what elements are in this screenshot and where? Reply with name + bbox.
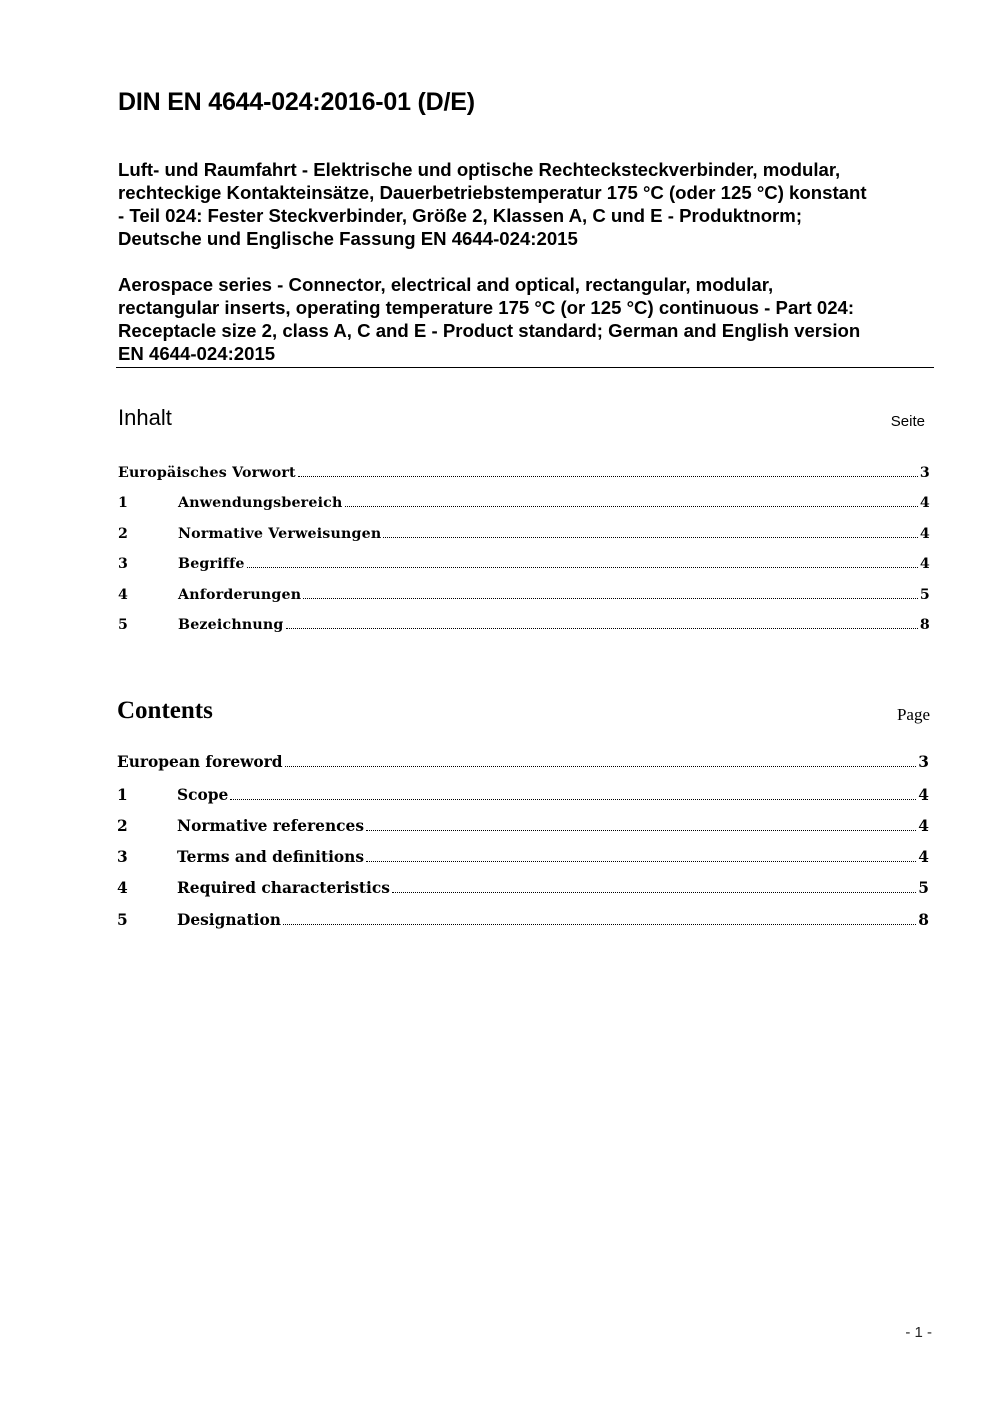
toc-entry-number: 1 bbox=[118, 495, 129, 511]
toc-entry-number: 1 bbox=[117, 786, 128, 804]
toc-entry-page: 8 bbox=[919, 617, 930, 633]
title-english: Aerospace series - Connector, electrical and optical, rectangular, modular, rectangular inserts, operating temperature 175 °C (or 125 °C) continuous - Part 024: Receptacle size 2, class A, C and E - Product standard; German and English version EN 4644-024:2015 bbox=[118, 274, 861, 364]
toc-entry-number: 3 bbox=[118, 556, 129, 572]
toc-entry-en[interactable] bbox=[117, 848, 929, 866]
toc-entry-de[interactable] bbox=[118, 495, 930, 511]
toc-heading-de: Inhalt bbox=[118, 405, 172, 430]
page-number: - 1 - bbox=[905, 1324, 932, 1341]
toc-entry-number: 4 bbox=[117, 879, 128, 897]
toc-entry-title: Anwendungsbereich bbox=[178, 495, 343, 511]
toc-entry-number: 5 bbox=[117, 911, 128, 929]
toc-leader-dots bbox=[230, 798, 916, 800]
toc-leader-dots bbox=[283, 923, 916, 925]
toc-entry-title: Begriffe bbox=[178, 556, 245, 572]
toc-entry-title: Designation bbox=[177, 911, 281, 929]
toc-leader-dots bbox=[383, 536, 918, 538]
toc-entry-page: 4 bbox=[918, 817, 929, 835]
toc-leader-dots bbox=[345, 505, 918, 507]
toc-entry-de[interactable] bbox=[118, 556, 930, 572]
toc-page-label-de: Seite bbox=[890, 413, 925, 430]
toc-entry-page: 3 bbox=[918, 753, 929, 771]
toc-leader-dots bbox=[366, 829, 916, 831]
title-divider bbox=[116, 367, 934, 368]
toc-entry-number: 4 bbox=[118, 587, 129, 603]
toc-entry-page: 4 bbox=[918, 786, 929, 804]
toc-entry-page: 5 bbox=[919, 587, 930, 603]
toc-entry-title: Scope bbox=[177, 786, 229, 804]
toc-entry-page: 4 bbox=[918, 848, 929, 866]
toc-leader-dots bbox=[392, 891, 916, 893]
toc-entry-en[interactable] bbox=[117, 753, 929, 771]
toc-entry-de[interactable] bbox=[118, 617, 930, 633]
toc-entry-title: European foreword bbox=[117, 753, 283, 771]
toc-entry-en[interactable] bbox=[117, 911, 929, 929]
toc-leader-dots bbox=[286, 627, 918, 629]
toc-entry-number: 3 bbox=[117, 848, 128, 866]
toc-entry-en[interactable] bbox=[117, 786, 929, 804]
toc-leader-dots bbox=[303, 597, 918, 599]
toc-leader-dots bbox=[366, 860, 916, 862]
toc-entry-title: Bezeichnung bbox=[178, 617, 284, 633]
toc-entry-en[interactable] bbox=[117, 817, 929, 835]
toc-leader-dots bbox=[285, 765, 917, 767]
toc-entry-de[interactable] bbox=[118, 465, 930, 481]
toc-entry-number: 5 bbox=[118, 617, 129, 633]
toc-entry-title: Anforderungen bbox=[178, 587, 302, 603]
title-german: Luft- und Raumfahrt - Elektrische und optische Rechtecksteckverbinder, modular, rechteckige Kontakteinsätze, Dauerbetriebstemperatur 175 °C (oder 125 °C) konstant - Teil 024: Fester Steckverbinder, Größe 2, Klassen A, C und E - Produktnorm; Deutsche und Englische Fassung EN 4644-024:2015 bbox=[118, 159, 867, 249]
toc-entry-title: Required characteristics bbox=[177, 879, 390, 897]
toc-entry-title: Normative Verweisungen bbox=[178, 526, 382, 542]
toc-entry-en[interactable] bbox=[117, 879, 929, 897]
toc-entry-page: 5 bbox=[918, 879, 929, 897]
toc-entry-number: 2 bbox=[118, 526, 129, 542]
toc-heading-en: Contents bbox=[117, 697, 213, 724]
toc-entry-number: 2 bbox=[117, 817, 128, 835]
toc-entry-page: 8 bbox=[918, 911, 929, 929]
toc-entry-page: 4 bbox=[919, 495, 930, 511]
toc-leader-dots bbox=[298, 475, 918, 477]
document-number: DIN EN 4644-024:2016-01 (D/E) bbox=[118, 88, 475, 116]
toc-entry-title: Europäisches Vorwort bbox=[118, 465, 296, 481]
toc-entry-de[interactable] bbox=[118, 587, 930, 603]
toc-entry-de[interactable] bbox=[118, 526, 930, 542]
toc-entry-title: Terms and definitions bbox=[177, 848, 365, 866]
toc-page-label-en: Page bbox=[896, 705, 930, 724]
toc-entry-page: 4 bbox=[919, 526, 930, 542]
toc-entry-title: Normative references bbox=[177, 817, 364, 835]
toc-entry-page: 4 bbox=[919, 556, 930, 572]
toc-entry-page: 3 bbox=[919, 465, 930, 481]
toc-leader-dots bbox=[247, 566, 918, 568]
